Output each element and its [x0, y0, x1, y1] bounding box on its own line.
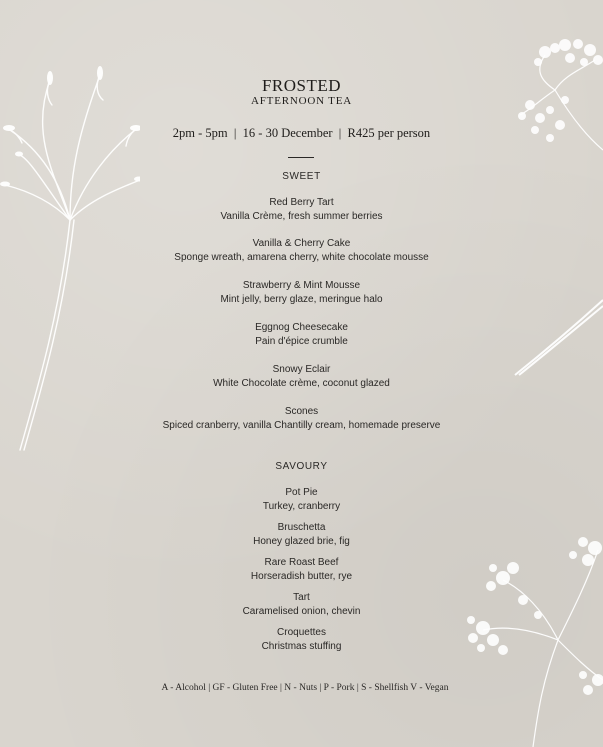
item-name: Pot Pie	[285, 487, 318, 498]
item-name: Snowy Eclair	[272, 364, 331, 375]
menu-item	[0, 279, 603, 307]
menu-item	[0, 196, 603, 224]
menu-item	[0, 556, 603, 584]
item-name: Eggnog Cheesecake	[255, 322, 348, 333]
item-description: Sponge wreath, amarena cherry, white chocolate mousse	[174, 252, 429, 263]
item-name: Tart	[293, 592, 310, 603]
item-description: White Chocolate crème, coconut glazed	[213, 378, 390, 389]
item-description: Turkey, cranberry	[262, 501, 341, 512]
sweet-heading: SWEET	[282, 171, 321, 182]
item-name: Red Berry Tart	[269, 197, 334, 208]
menu-item	[0, 363, 603, 391]
item-name: Croquettes	[277, 627, 326, 638]
item-description: Pain d'épice crumble	[255, 336, 348, 347]
menu-item	[0, 591, 603, 619]
menu-item	[0, 405, 603, 433]
menu-item	[0, 321, 603, 349]
item-description: Spiced cranberry, vanilla Chantilly cream, homemade preserve	[162, 420, 441, 431]
item-description: Christmas stuffing	[261, 641, 342, 652]
item-name: Rare Roast Beef	[264, 557, 339, 568]
menu-item	[0, 626, 603, 654]
item-name: Strawberry & Mint Mousse	[242, 280, 361, 291]
item-description: Vanilla Crème, fresh summer berries	[220, 211, 383, 222]
item-description: Honey glazed brie, fig	[253, 536, 350, 547]
menu-details: 2pm - 5pm | 16 - 30 December | R425 per person	[172, 126, 431, 140]
menu-item	[0, 521, 603, 549]
menu-item	[0, 486, 603, 514]
item-name: Scones	[284, 406, 319, 417]
item-description: Mint jelly, berry glaze, meringue halo	[220, 294, 383, 305]
savoury-heading: SAVOURY	[275, 461, 328, 472]
item-name: Vanilla & Cherry Cake	[252, 238, 351, 249]
menu-item	[0, 237, 603, 265]
item-description: Horseradish butter, rye	[250, 571, 353, 582]
item-description: Caramelised onion, chevin	[242, 606, 361, 617]
item-name: Bruschetta	[277, 522, 326, 533]
dietary-legend: A - Alcohol | GF - Gluten Free | N - Nuts | P - Pork | S - Shellfish V - Vegan	[161, 683, 449, 693]
divider-rule	[288, 157, 314, 158]
menu-subtitle: AFTERNOON TEA	[251, 95, 352, 107]
menu-title: FROSTED	[261, 76, 342, 95]
